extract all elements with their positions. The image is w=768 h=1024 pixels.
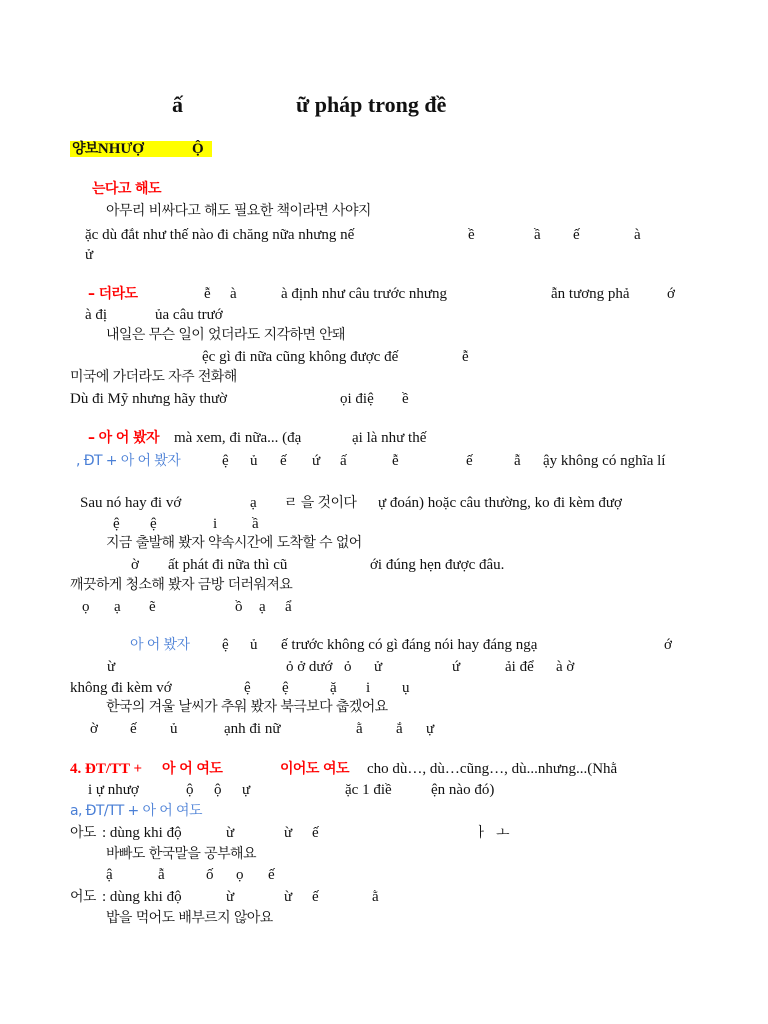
- g4-d2: ộ: [186, 782, 194, 798]
- g4-d3: ộ: [214, 782, 222, 798]
- grammar-1-example-kr: 아무리 비싸다고 해도 필요한 책이라면 사야지: [106, 203, 371, 219]
- g1-vn-d: ế: [573, 227, 580, 243]
- g3-ex3-c: ủ: [170, 721, 178, 737]
- title-part-2: ữ pháp trong đề: [296, 92, 447, 117]
- g1-vn-b: ề: [468, 227, 475, 243]
- g2-d5: ớ: [667, 286, 675, 302]
- g3-n7: i: [213, 516, 218, 532]
- g4-r1-d: ế: [312, 825, 319, 841]
- g3-sb12: không đi kèm vớ: [70, 680, 172, 696]
- g3-sb14: ệ: [282, 680, 289, 696]
- grammar-2-label: – 더라도: [88, 286, 138, 302]
- g1-vn-e: à: [634, 227, 641, 243]
- g3-sb1: ệ: [222, 637, 229, 653]
- g3-desc-a: mà xem, đi nữa... (đạ: [174, 430, 302, 446]
- g2-d4: ẫn tương phả: [551, 286, 630, 302]
- grammar-3-example-2-kr: 깨끗하게 청소해 봤자 금방 더러워져요: [70, 577, 293, 593]
- g2-d6: à đị: [85, 307, 108, 323]
- g4-d6: ện nào đó): [431, 782, 495, 798]
- g3-sb17: ụ: [402, 680, 410, 696]
- g4-ex1-d: ọ: [236, 867, 244, 883]
- g3-ex3-e: ằ: [356, 721, 363, 737]
- g2-d1: ễ: [204, 286, 211, 302]
- g3-sb15: ặ: [330, 680, 337, 696]
- g1-vn-a: ặc dù đắt như thế nào đi chăng nữa nhưng nế: [85, 227, 355, 243]
- g3-sb7: ỏ: [344, 659, 352, 675]
- g3-sb2: ủ: [250, 637, 258, 653]
- g3-ex3-a: ờ: [90, 721, 98, 737]
- grammar-3-label: – 아 어 봤자: [88, 430, 159, 446]
- g3-ex1-c: ới đúng hẹn được đâu.: [370, 557, 505, 573]
- g3-n4: ự đoán) hoặc câu thường, ko đi kèm đượ: [378, 495, 622, 511]
- g4-ex1-b: ẫ: [158, 867, 165, 883]
- g2-ex1-a: ệc gì đi nữa cũng không được đế: [202, 349, 399, 365]
- g4-r1-e: ㅏ: [474, 825, 487, 841]
- g3-sb10: ải để: [505, 659, 534, 675]
- g3-sb4: ớ: [664, 637, 672, 653]
- g3-sa3: ế: [280, 453, 287, 469]
- g4-r2-d: ế: [312, 889, 319, 905]
- section-header-highlight: [70, 141, 212, 157]
- g4-d1: i ự nhượ: [88, 782, 139, 798]
- g4-ex1-e: ế: [268, 867, 275, 883]
- g3-ex3-d: ạnh đi nữ: [224, 721, 281, 737]
- g3-n8: ầ: [252, 516, 259, 532]
- g2-d2: à: [230, 286, 237, 302]
- g3-desc-b: ại là như thế: [352, 430, 427, 446]
- grammar-4-example-2-kr: 밥을 먹어도 배부르지 않아요: [106, 910, 273, 926]
- g2-ex1-b: ễ: [462, 349, 469, 365]
- section-header-vn: NHƯỢ: [97, 141, 144, 157]
- g3-sb8: ử: [374, 659, 383, 675]
- g3-ex3-g: ự: [426, 721, 435, 737]
- g3-sb9: ứ: [452, 659, 461, 675]
- grammar-4-example-1-kr: 바빠도 한국말을 공부해요: [106, 846, 256, 862]
- g2-d7: ủa câu trướ: [155, 307, 223, 323]
- g4-r1-b: ừ: [226, 825, 235, 841]
- section-header: [70, 140, 212, 158]
- g4-r2-b: ừ: [226, 889, 235, 905]
- g3-ex1-a: ờ: [131, 557, 139, 573]
- g3-sb3: ế trước không có gì đáng nói hay đáng ngạ: [281, 637, 538, 653]
- g4-ex1-c: ố: [206, 867, 214, 883]
- grammar-3-example-3-kr: 한국의 겨울 날씨가 추워 봤자 북극보다 춥겠어요: [106, 699, 388, 715]
- grammar-3-example-1-kr: 지금 출발해 봤자 약속시간에 도착할 수 없어: [106, 535, 362, 551]
- g4-r2-c: ừ: [284, 889, 293, 905]
- g3-ex2-e: ạ: [259, 599, 266, 615]
- g3-ex2-f: ẩ: [285, 599, 292, 615]
- g4-r1-f: ㅗ: [496, 825, 509, 841]
- g3-ex2-a: ọ: [82, 599, 90, 615]
- g3-sa1: ệ: [222, 453, 229, 469]
- g3-sa8: ẫ: [514, 453, 521, 469]
- g3-n2: ạ: [250, 495, 257, 511]
- g3-n1: Sau nó hay đi vớ: [80, 495, 182, 511]
- g4-r2-a: : dùng khi độ: [102, 889, 182, 905]
- g3-n3: ㄹ 을 것이다: [284, 495, 357, 511]
- g3-sb5: ừ: [107, 659, 116, 675]
- g3-ex2-c: ẽ: [149, 599, 156, 615]
- section-header-tail: Ộ: [191, 141, 204, 157]
- g4-label-b: 아 어 여도: [162, 761, 223, 777]
- g3-n6: ệ: [150, 516, 157, 532]
- g3-sub-a-label: , ĐT + 아 어 봤자: [76, 453, 181, 469]
- g3-ex3-b: ế: [130, 721, 137, 737]
- g3-ex3-f: ắ: [396, 721, 403, 737]
- g4-d5: ặc 1 điề: [345, 782, 392, 798]
- g3-sb11: à ờ: [556, 659, 575, 675]
- g2-d3: à định như câu trước nhưng: [281, 286, 448, 302]
- g3-ex1-b: ất phát đi nữa thì cũ: [168, 557, 288, 573]
- g3-ex2-b: ạ: [114, 599, 121, 615]
- g2-ex2-c: ề: [402, 391, 409, 407]
- g3-n5: ệ: [113, 516, 120, 532]
- g3-sb13: ệ: [244, 680, 251, 696]
- g3-sa5: ấ: [340, 453, 347, 469]
- g4-desc-a: cho dù…, dù…cũng…, dù...nhưng...(Nhằ: [367, 761, 618, 777]
- g2-ex2-b: ọi điệ: [340, 391, 374, 407]
- title-part-1: ấ: [172, 92, 183, 117]
- g4-r2-kr: 어도: [70, 889, 96, 905]
- g3-sub-b-label: 아 어 봤자: [130, 637, 190, 653]
- g3-ex2-d: ồ: [235, 599, 243, 615]
- g3-sa2: ủ: [250, 453, 258, 469]
- grammar-2-example-1-kr: 내일은 무슨 일이 었더라도 지각하면 안돼: [106, 327, 345, 343]
- g4-label-a: 4. ĐT/TT +: [70, 761, 143, 777]
- g4-r1-a: : dùng khi độ: [102, 825, 182, 841]
- g4-d4: ự: [242, 782, 251, 798]
- g4-r1-kr: 아도: [70, 825, 96, 841]
- grammar-4-sub-a: a, ĐT/TT + 아 어 여도: [70, 803, 202, 819]
- grammar-2-example-2-kr: 미국에 가더라도 자주 전화해: [70, 369, 237, 385]
- section-header-kr: 양보: [72, 141, 98, 157]
- g3-sa4: ứ: [312, 453, 321, 469]
- g3-sa6: ễ: [392, 453, 399, 469]
- g3-sa9: ậy không có nghĩa lí: [543, 453, 666, 469]
- g1-vn-c: ầ: [534, 227, 541, 243]
- g4-ex1-a: ậ: [106, 867, 113, 883]
- g4-r1-c: ừ: [284, 825, 293, 841]
- g4-label-c: 이어도 여도: [280, 761, 349, 777]
- g3-sb16: i: [366, 680, 371, 696]
- g4-r2-e: ằ: [372, 889, 379, 905]
- grammar-1-example-vn-2: ử: [85, 247, 94, 263]
- g2-ex2-a: Dù đi Mỹ nhưng hãy thườ: [70, 391, 228, 407]
- g3-sa7: ế: [466, 453, 473, 469]
- grammar-1-label-text: 는다고 해도: [92, 181, 161, 197]
- g3-sb6: ỏ ở dướ: [286, 659, 333, 675]
